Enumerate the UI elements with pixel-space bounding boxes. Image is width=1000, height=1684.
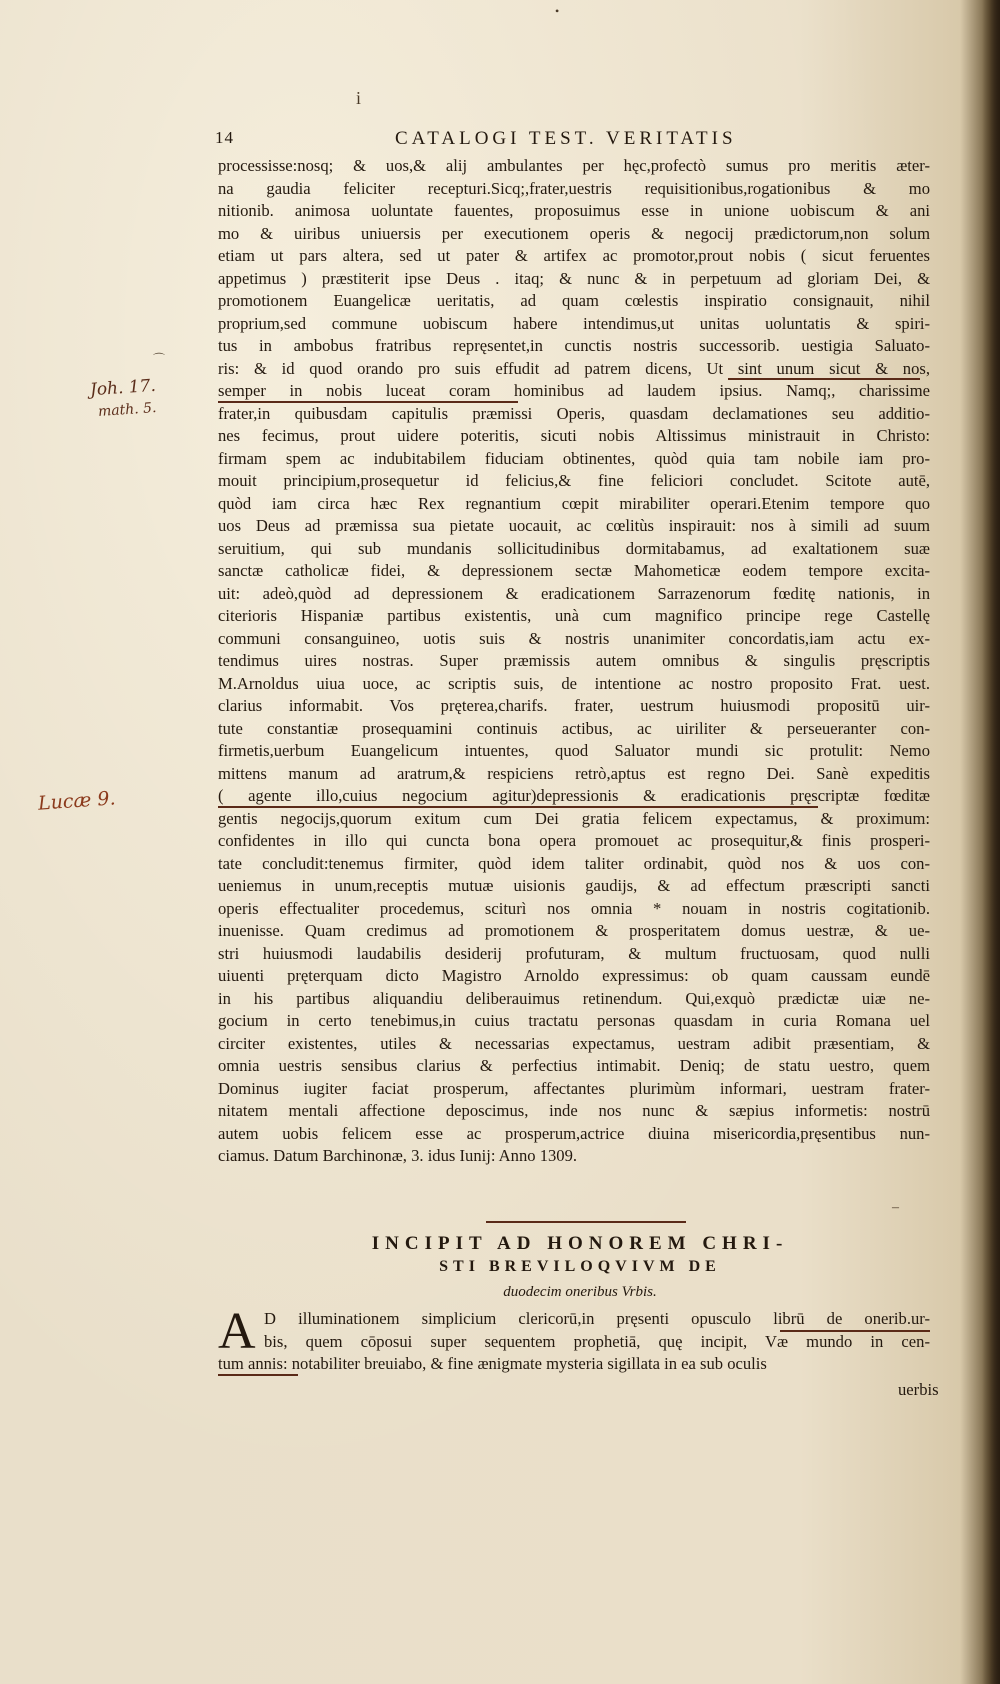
- text-line: tute constantiæ prosequamini continuis actibus, ac uiriliter & perseueranter con-: [218, 718, 930, 738]
- text-line: mittens manum ad aratrum,& respiciens retrò,aptus est regno Dei. Sanè expeditis: [218, 763, 930, 783]
- text-line: gocium in certo tenebimus,in cuius tractatu personas quasdam in curia Romana uel: [218, 1011, 930, 1030]
- text-line: M.Arnoldus uiua uoce, ac scriptis suis, de intentione ac nostro proposito Frat. uest.: [218, 673, 930, 693]
- text-line: frater,in quibusdam capitulis præmissi Operis, quasdam declamationes seu additio-: [218, 403, 930, 423]
- text-line: stri huiusmodi laudabilis desiderij profuturam, & multum fructuosam, quod nulli: [218, 943, 930, 963]
- text-line: seruitium, qui sub mundanis sollicitudinibus dormitabamus, ad exaltationem suæ: [218, 538, 930, 558]
- text-line: processisse:nosq; & uos,& alij ambulantes per hęc,profectò sumus pro meritis æter-: [218, 156, 930, 175]
- text-line: tate concludit:tenemus firmiter, quòd idem taliter ordinabit, quòd nos & uos con-: [218, 853, 930, 873]
- text-line: firmam spem ac indubitabilem fiduciam obtinentes, quòd quia tam nobile iam pro-: [218, 448, 930, 468]
- text-line: uit: adeò,quòd ad depressionem & eradicationem Sarrazenorum fœditę nationis, in: [218, 583, 930, 603]
- text-line: firmetis,uerbum Euangelicum intuentes, quod Saluator mundi sic protulit: Nemo: [218, 741, 930, 760]
- text-line: ueniemus in unum,receptis mutuæ uisionis gaudijs, & ad effectum præscripti sancti: [218, 876, 930, 895]
- text-line: circiter existentes, utiles & necessarias expectamus, uestram adibit præsentiam, &: [218, 1033, 930, 1053]
- text-line: uiuenti pręterquam dicto Magistro Arnoldo expressimus: ob quam caussam eundē: [218, 966, 930, 985]
- stray-mark: ⌒: [153, 352, 166, 366]
- text-line: tendimus uires nostras. Super præmissis autem omnibus & singulis pręscriptis: [218, 651, 930, 670]
- ink-underline: [486, 1221, 686, 1223]
- text-line: clarius informabit. Vos pręterea,charifs. frater, uestrum huiusmodi propositū uir-: [218, 696, 930, 715]
- margin-note-matthew: math. 5.: [97, 399, 158, 421]
- text-line: nitatem mentali affectione deposcimus, inde nos nunc & sæpius informetis: nostrū: [218, 1101, 930, 1120]
- catchword: uerbis: [898, 1380, 939, 1399]
- text-line: semper in nobis luceat coram hominibus ad laudem ipsius. Namq;, charissime: [218, 381, 930, 400]
- stray-mark: •: [555, 4, 560, 18]
- text-line: mo & uiribus uniuersis per executionem operis & negocij prædictorum,non solum: [218, 223, 930, 243]
- text-line: citerioris Hispaniæ partibus existentis, unà cum magnifico principe rege Castellę: [218, 606, 930, 625]
- text-line: ciamus. Datum Barchinonæ, 3. idus Iunij: Anno 1309.: [218, 1146, 578, 1165]
- text-line: gentis negocijs,quorum exitum cum Dei gratia felicem expectamus, & proximum:: [218, 808, 930, 828]
- text-line: ris: & id quod orando pro suis effudit ad patrem dicens, Ut sint unum sicut & nos,: [218, 358, 930, 378]
- opening-text-line: tum annis: notabiliter breuiabo, & fine ænigmate mysteria sigillata in ea sub oculis: [218, 1354, 767, 1373]
- text-line: proprium,sed commune uobiscum habere intendimus,ut unitas uoluntatis & spiri-: [218, 313, 930, 333]
- binding-edge-shadow: [982, 0, 1000, 1684]
- text-line: autem uobis felicem esse ac prosperum,actrice diuina misericordia,pręsentibus nun-: [218, 1123, 930, 1143]
- running-title: CATALOGI TEST. VERITATIS: [395, 128, 737, 149]
- drop-cap: A: [218, 1303, 256, 1360]
- text-line: quòd iam circa hæc Rex regnantium cœpit mirabiliter operari.Etenim tempore quo: [218, 493, 930, 513]
- text-line: inuenisse. Quam credimus ad promotionem & prosperitatem domus uestræ, & ue-: [218, 921, 930, 940]
- section-heading-line-1: INCIPIT AD HONOREM CHRI-: [371, 1233, 789, 1254]
- text-line: mouit principium,prosequetur id felicius,& fine feliciori concludet. Scitote autē,: [218, 471, 930, 490]
- ink-underline: [728, 378, 920, 380]
- page-header: [215, 128, 915, 150]
- folio-number: 14: [215, 128, 234, 147]
- stray-mark: –: [892, 1200, 899, 1215]
- section-heading-line-2: STI BREVILOQVIVM DE: [439, 1258, 721, 1275]
- text-line: ( agente illo,cuius negocium agitur)depressionis & eradicationis pręscriptæ fœditæ: [218, 786, 930, 805]
- text-line: na gaudia feliciter recepturi.Sicq;,frater,uestris requisitionibus,rogationibus & mo: [218, 178, 930, 198]
- stray-mark: i: [356, 88, 362, 108]
- text-line: appetimus ) præstiterit ipse Deus . itaq; & nunc & in perpetuum ad gloriam Dei, &: [218, 268, 930, 288]
- section-heading-line-3: duodecim oneribus Vrbis.: [503, 1284, 657, 1300]
- ink-underline: [218, 401, 518, 403]
- margin-note-john: Joh. 17.: [89, 375, 157, 401]
- opening-text-line: D illuminationem simplicium clericorū,in pręsenti opusculo librū de onerib.ur-: [264, 1309, 930, 1328]
- text-line: tus in ambobus fratribus repręsentet,in cunctis nostris successorib. uestigia Saluato-: [218, 336, 930, 355]
- main-text-block: [218, 155, 930, 1168]
- margin-note-luke: Lucæ 9.: [37, 787, 117, 815]
- text-line: sanctæ catholicæ fidei, & depressionem sectæ Mahometicæ eodem tempore excita-: [218, 561, 930, 580]
- text-line: etiam ut pars altera, sed ut pater & artifex ac promotor,prout nobis ( sicut feruentes: [218, 246, 930, 265]
- text-line: omnia uestris sensibus clarius & perfectius intimabit. Deniq; de statu uestro, quem: [218, 1056, 930, 1075]
- opening-text-line: bis, quem cōposui super sequentem prophetiā, quę incipit, Væ mundo in cen-: [264, 1331, 930, 1351]
- text-line: Dominus iugiter faciat prosperum, affectantes plurimùm informari, uestram frater-: [218, 1078, 930, 1098]
- text-line: operis effectualiter procedemus, sciturì nos omnia * nouam in nostris cogitationib.: [218, 898, 930, 918]
- text-line: promotionem Euangelicæ ueritatis, ad quam cœlestis inspiratio consignauit, nihil: [218, 291, 930, 310]
- text-line: nitionib. animosa uoluntate fauentes, proposuimus esse in unione uobiscum & ani: [218, 201, 930, 220]
- text-line: communi consanguineo, uotis suis & nostris unanimiter concordatis,iam actu ex-: [218, 628, 930, 648]
- text-line: nes fecimus, prout uidere poteritis, sicuti nobis Altissimus ministrauit in Christo:: [218, 426, 930, 445]
- text-line: confidentes in illo qui cuncta bona opera promouet ac prosequitur,& finis prosperi-: [218, 831, 930, 850]
- opening-paragraph: [218, 1303, 930, 1376]
- text-line: uos Deus ad præmissa sua pietate uocauit, ac cœlitùs inspirauit: nos à simili ad suum: [218, 516, 930, 535]
- text-line: in his partibus aliquandiu deliberauimus retinendum. Qui,exquò prædictæ uiæ ne-: [218, 988, 930, 1008]
- ink-underline: [218, 806, 818, 808]
